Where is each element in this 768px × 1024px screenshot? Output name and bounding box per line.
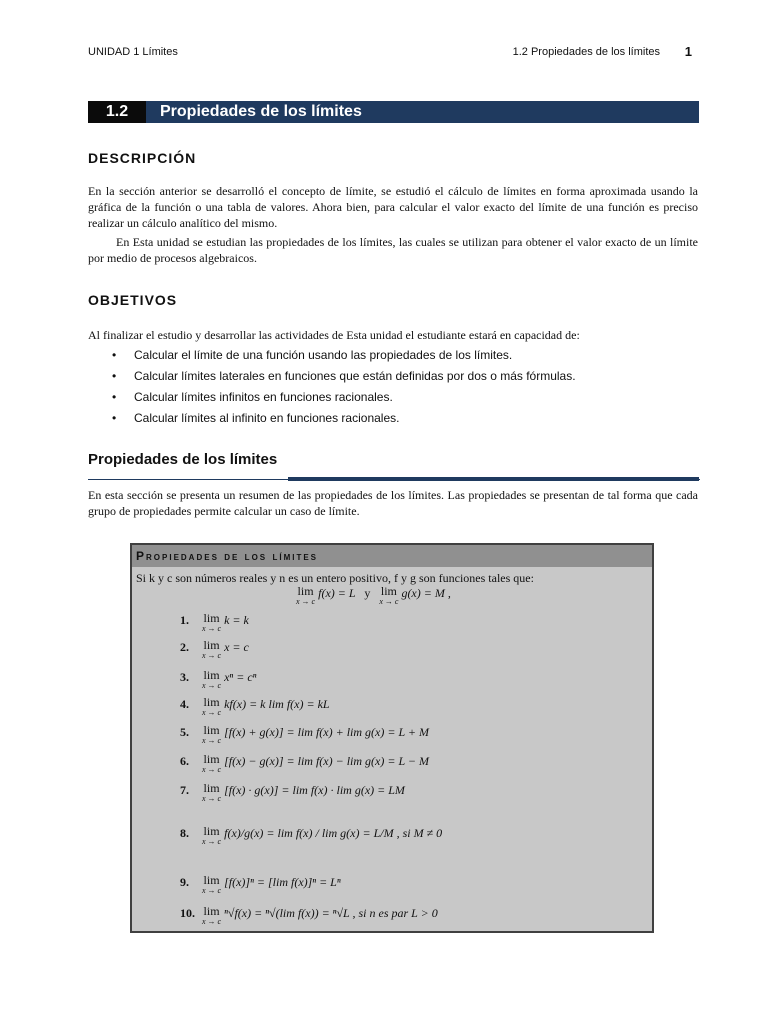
property-8: 8. lim x → c f(x)/g(x) = lim f(x) / lim g(x) = L/M , si M ≠ 0 bbox=[180, 824, 443, 846]
running-header-section: 1.2 Propiedades de los límites bbox=[512, 46, 660, 58]
objetivos-list bbox=[112, 347, 576, 431]
properties-box-title: Propiedades de los límites bbox=[136, 549, 319, 563]
propiedades-intro: En esta sección se presenta un resumen de las propiedades de los límites. Las propiedades se presentan de tal forma que cada grupo de propiedades permite calcular un caso de límite. bbox=[88, 488, 698, 518]
condition-f: f(x) = L bbox=[318, 586, 356, 600]
descripcion-text bbox=[88, 183, 698, 266]
property-2: 2. lim x → c x = c bbox=[180, 638, 249, 660]
objetivos-heading: OBJETIVOS bbox=[88, 292, 178, 308]
descripcion-paragraph-1: En la sección anterior se desarrolló el concepto de límite, se estudió el cálculo de límites en forma aproximada usando la gráfica de la función o una tabla de valores. Ahora bien, para calcular el valor exacto del límite de una función es preciso realizar un cálculo analítico del mismo. bbox=[88, 184, 698, 230]
page-number: 1 bbox=[684, 44, 692, 59]
limit-operator: lim x → c bbox=[296, 584, 316, 606]
list-item: • Calcular límites infinitos en funciones racionales. bbox=[112, 389, 576, 410]
property-6: 6. lim x → c [f(x) − g(x)] = lim f(x) − lim g(x) = L − M bbox=[180, 752, 429, 774]
list-item: • Calcular límites laterales en funciones que están definidas por dos o más fórmulas. bbox=[112, 368, 576, 389]
property-1: 1. lim x → c k = k bbox=[180, 611, 249, 633]
descripcion-paragraph-2: En Esta unidad se estudian las propiedades de los límites, las cuales se utilizan para obtener el valor exacto de un límite por medio de procesos algebraicos. bbox=[88, 235, 698, 265]
properties-box-intro: Si k y c son números reales y n es un entero positivo, f y g son funciones tales que: bbox=[136, 571, 534, 585]
property-9: 9. lim x → c [f(x)]ⁿ = [lim f(x)]ⁿ = Lⁿ bbox=[180, 873, 341, 895]
descripcion-heading: DESCRIPCIÓN bbox=[88, 150, 197, 166]
property-10: 10. lim x → c ⁿ√f(x) = ⁿ√(lim f(x)) = ⁿ√L , si n es par L > 0 bbox=[180, 904, 438, 926]
heading-rule-thick bbox=[288, 477, 699, 481]
running-header-unit: UNIDAD 1 Límites bbox=[88, 46, 178, 58]
section-title: Propiedades de los límites bbox=[160, 103, 362, 120]
objetivos-intro: Al finalizar el estudio y desarrollar las actividades de Esta unidad el estudiante estará en capacidad de: bbox=[88, 328, 580, 342]
condition-g: g(x) = M , bbox=[401, 586, 451, 600]
property-5: 5. lim x → c [f(x) + g(x)] = lim f(x) + lim g(x) = L + M bbox=[180, 723, 429, 745]
limit-operator: lim x → c bbox=[379, 584, 399, 606]
section-number: 1.2 bbox=[88, 101, 146, 123]
list-item: • Calcular límites al infinito en funciones racionales. bbox=[112, 410, 576, 431]
property-7: 7. lim x → c [f(x) · g(x)] = lim f(x) · lim g(x) = LM bbox=[180, 781, 405, 803]
propiedades-heading: Propiedades de los límites bbox=[88, 451, 278, 468]
condition-and: y bbox=[364, 586, 371, 600]
list-item: • Calcular el límite de una función usando las propiedades de los límites. bbox=[112, 347, 576, 368]
limit-conditions bbox=[296, 586, 451, 606]
property-3: 3. lim x → c xⁿ = cⁿ bbox=[180, 668, 257, 690]
property-4: 4. lim x → c kf(x) = k lim f(x) = kL bbox=[180, 695, 330, 717]
